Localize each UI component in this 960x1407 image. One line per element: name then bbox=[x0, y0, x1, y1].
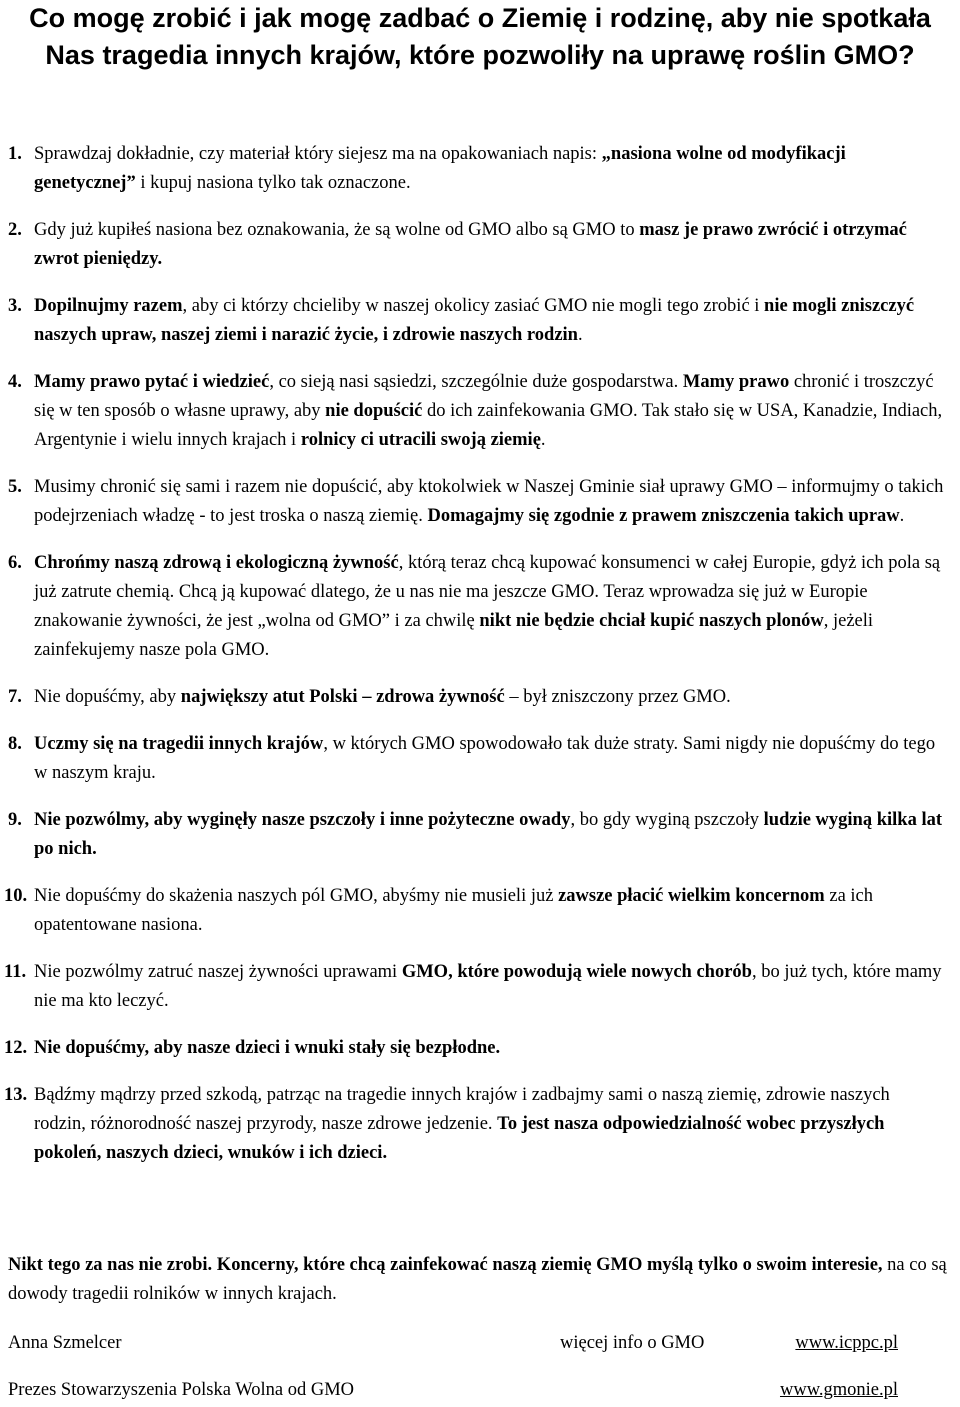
list-item bbox=[0, 473, 960, 531]
list-item-bold-text: „nasiona wolne od modyfikacji genetycznej” bbox=[34, 144, 846, 193]
list-item-text: Nie dopuśćmy, aby bbox=[34, 687, 181, 707]
list-item-text: chronić i troszczyć się w ten sposób o własne uprawy, aby bbox=[34, 372, 934, 421]
list-item-number: 9. bbox=[8, 810, 22, 830]
list-item-number: 6. bbox=[8, 553, 22, 573]
list-item-number: 1. bbox=[8, 144, 22, 164]
list-item-number: 13. bbox=[4, 1085, 28, 1105]
list-item-number: 5. bbox=[8, 477, 22, 497]
list-item-text: , bo już tych, które mamy nie ma kto leczyć. bbox=[34, 962, 942, 1011]
list-item-number: 8. bbox=[8, 734, 22, 754]
list-item-bold-text: największy atut Polski – zdrowa żywność bbox=[180, 687, 505, 707]
list-item-bold-text: Uczmy się na tragedii innych krajów bbox=[34, 734, 324, 754]
list-item-bold-text: Chrońmy naszą zdrową i ekologiczną żywność bbox=[34, 553, 399, 573]
list-item bbox=[0, 882, 960, 940]
list-item-text: , jeżeli zainfekujemy nasze pola GMO. bbox=[34, 611, 874, 660]
list-item bbox=[0, 806, 960, 864]
list-item-text: , w których GMO spowodowało tak duże straty. Sami nigdy nie dopuśćmy do tego w naszym kraju. bbox=[34, 734, 936, 783]
list-item-text: , aby ci którzy chcieliby w naszej okolicy zasiać GMO nie mogli tego zrobić i bbox=[182, 296, 765, 316]
list-item bbox=[0, 368, 960, 455]
list-item bbox=[0, 549, 960, 665]
list-item-number: 4. bbox=[8, 372, 22, 392]
list-item bbox=[0, 1034, 960, 1063]
author-name: Anna Szmelcer bbox=[8, 1333, 122, 1353]
list-item-bold-text: rolnicy ci utracili swoją ziemię bbox=[300, 430, 541, 450]
list-item bbox=[0, 292, 960, 350]
list-item-bold-text: Dopilnujmy razem bbox=[34, 296, 183, 316]
list-item-number: 12. bbox=[4, 1038, 28, 1058]
list-item-text: , którą teraz chcą kupować konsumenci w całej Europie, gdyż ich pola są już zatrute chemią. Chcą ją kupować dlatego, że u nas nie ma jeszcze GMO. Teraz wprowadza się już w Europie znakowanie żywności, że jest „wolna od GMO” i za chwilę bbox=[34, 553, 941, 631]
list-item-text: . bbox=[540, 430, 546, 450]
list-item bbox=[0, 958, 960, 1016]
document-title: Co mogę zrobić i jak mogę zadbać o Ziemię i rodzinę, aby nie spotkała Nas tragedia innych krajów, które pozwoliły na uprawę roślin GMO? bbox=[29, 3, 931, 70]
list-item-text: . bbox=[577, 325, 583, 345]
list-item-bold-text: Nie pozwólmy, aby wyginęły nasze pszczoły i inne pożyteczne owady bbox=[34, 810, 571, 830]
list-item-number: 11. bbox=[4, 962, 27, 982]
more-info-label: więcej info o GMO bbox=[560, 1333, 705, 1353]
list-item-bold-text: nie dopuścić bbox=[325, 401, 423, 421]
list-item-bold-text: nie mogli zniszczyć naszych upraw, naszej ziemi i narazić życie, i zdrowie naszych rodzin bbox=[34, 296, 915, 345]
closing-bold-text: Nikt tego za nas nie zrobi. Koncerny, które chcą zainfekować naszą ziemię GMO myślą tylko o swoim interesie, bbox=[8, 1255, 883, 1275]
list-item-bold-text: Domagajmy się zgodnie z prawem zniszczenia takich upraw bbox=[427, 506, 900, 526]
icppc-link[interactable]: www.icppc.pl bbox=[795, 1333, 898, 1353]
list-item bbox=[0, 216, 960, 274]
list-item-bold-text: Mamy prawo bbox=[682, 372, 790, 392]
list-item-number: 7. bbox=[8, 687, 22, 707]
list-item bbox=[0, 730, 960, 788]
list-item-number: 2. bbox=[8, 220, 22, 240]
list-item-text: Sprawdzaj dokładnie, czy materiał który siejesz ma na opakowaniach napis: bbox=[34, 144, 602, 164]
list-item-number: 10. bbox=[4, 886, 28, 906]
list-item-text: – był zniszczony przez GMO. bbox=[504, 687, 731, 707]
closing-text: na co są dowody tragedii rolników w innych krajach. bbox=[8, 1255, 947, 1304]
list-item-text: Bądźmy mądrzy przed szkodą, patrząc na tragedie innych krajów i zadbajmy sami o naszą ziemię, zdrowie naszych rodzin, różnorodność naszej przyrody, nasze zdrowe jedzenie. bbox=[34, 1085, 890, 1134]
list-item-bold-text: nikt nie będzie chciał kupić naszych plonów bbox=[479, 611, 824, 631]
gmonie-link[interactable]: www.gmonie.pl bbox=[779, 1380, 898, 1400]
list-item-text: , bo gdy wyginą pszczoły bbox=[570, 810, 764, 830]
list-item-number: 3. bbox=[8, 296, 22, 316]
list-item-bold-text: GMO, które powodują wiele nowych chorób bbox=[401, 962, 752, 982]
list-item-bold-text: To jest nasza odpowiedzialność wobec przyszłych pokoleń, naszych dzieci, wnuków i ich dzieci. bbox=[34, 1114, 885, 1163]
list-item-bold-text: Mamy prawo pytać i wiedzieć bbox=[34, 372, 270, 392]
list-item bbox=[0, 683, 960, 712]
list-item bbox=[0, 1081, 960, 1168]
list-item-text: Nie pozwólmy zatruć naszej żywności uprawami bbox=[34, 962, 402, 982]
list-item-text: Musimy chronić się sami i razem nie dopuścić, aby ktokolwiek w Naszej Gminie siał uprawy GMO – informujmy o takich podejrzeniach władzę - to jest troska o naszą ziemię. bbox=[34, 477, 944, 526]
list-item-bold-text: Nie dopuśćmy, aby nasze dzieci i wnuki stały się bezpłodne. bbox=[34, 1038, 501, 1058]
advice-list bbox=[0, 140, 960, 1186]
list-item bbox=[0, 140, 960, 198]
list-item-bold-text: ludzie wyginą kilka lat po nich. bbox=[34, 810, 943, 859]
author-role: Prezes Stowarzyszenia Polska Wolna od GMO bbox=[8, 1380, 355, 1400]
list-item-text: , co sieją nasi sąsiedzi, szczególnie duże gospodarstwa. bbox=[269, 372, 683, 392]
list-item-text: do ich zainfekowania GMO. Tak stało się w USA, Kanadzie, Indiach, Argentynie i wielu innych krajach i bbox=[34, 401, 943, 450]
list-item-text: Gdy już kupiłeś nasiona bez oznakowania, że są wolne od GMO albo są GMO to bbox=[34, 220, 640, 240]
list-item-bold-text: zawsze płacić wielkim koncernom bbox=[558, 886, 825, 906]
list-item-text: Nie dopuśćmy do skażenia naszych pól GMO, abyśmy nie musieli już bbox=[34, 886, 559, 906]
list-item-text: za ich opatentowane nasiona. bbox=[34, 886, 874, 935]
list-item-bold-text: masz je prawo zwrócić i otrzymać zwrot pieniędzy. bbox=[34, 220, 907, 269]
list-item-text: . bbox=[899, 506, 905, 526]
list-item-text: i kupuj nasiona tylko tak oznaczone. bbox=[135, 173, 411, 193]
closing-paragraph bbox=[8, 1251, 960, 1309]
